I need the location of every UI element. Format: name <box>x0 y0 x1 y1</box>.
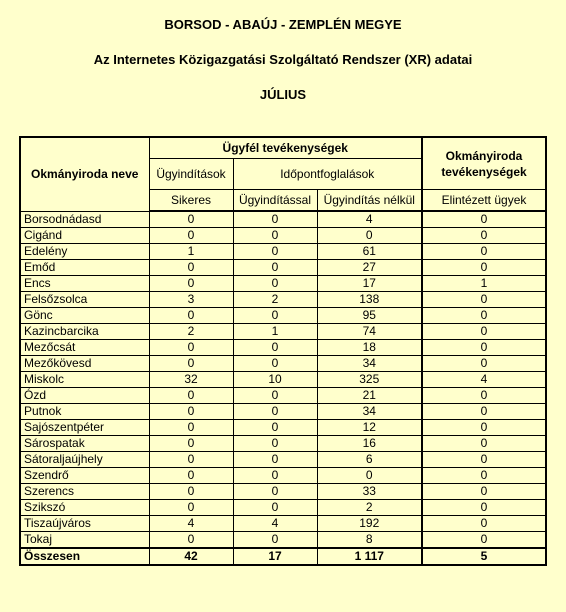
value-success: 0 <box>149 532 233 549</box>
value-without-case: 16 <box>317 436 422 452</box>
value-done: 0 <box>422 468 546 484</box>
table-row <box>20 468 546 484</box>
value-success: 0 <box>149 436 233 452</box>
value-with-case: 0 <box>233 211 317 228</box>
value-with-case: 0 <box>233 404 317 420</box>
value-success: 0 <box>149 484 233 500</box>
value-done: 0 <box>422 532 546 549</box>
value-success: 1 <box>149 244 233 260</box>
col-office-header: Okmányiroda neve <box>20 137 149 211</box>
value-without-case: 17 <box>317 276 422 292</box>
table-row <box>20 308 546 324</box>
group-office-header: Okmányiroda tevékenységek <box>422 137 546 190</box>
value-without-case: 192 <box>317 516 422 532</box>
value-with-case: 0 <box>233 468 317 484</box>
sub-appointments-header: Időpontfoglalások <box>233 159 422 190</box>
report-subtitle: Az Internetes Közigazgatási Szolgáltató Rendszer (XR) adatai <box>93 52 473 67</box>
value-success: 0 <box>149 308 233 324</box>
office-name: Miskolc <box>20 372 149 388</box>
value-done: 0 <box>422 516 546 532</box>
value-done: 0 <box>422 404 546 420</box>
office-name: Putnok <box>20 404 149 420</box>
total-without-case: 1 117 <box>317 548 422 565</box>
table-row <box>20 324 546 340</box>
value-success: 4 <box>149 516 233 532</box>
value-without-case: 34 <box>317 404 422 420</box>
value-without-case: 74 <box>317 324 422 340</box>
table-row <box>20 388 546 404</box>
value-done: 4 <box>422 372 546 388</box>
office-name: Mezőkövesd <box>20 356 149 372</box>
value-without-case: 2 <box>317 500 422 516</box>
statistics-table <box>19 136 547 566</box>
office-name: Tiszaújváros <box>20 516 149 532</box>
value-done: 0 <box>422 308 546 324</box>
value-done: 0 <box>422 228 546 244</box>
value-without-case: 34 <box>317 356 422 372</box>
value-with-case: 0 <box>233 356 317 372</box>
value-with-case: 10 <box>233 372 317 388</box>
value-success: 32 <box>149 372 233 388</box>
value-without-case: 8 <box>317 532 422 549</box>
value-done: 0 <box>422 484 546 500</box>
value-success: 0 <box>149 500 233 516</box>
table-row <box>20 404 546 420</box>
col-done-header: Elintézett ügyek <box>422 190 546 212</box>
table-row <box>20 420 546 436</box>
value-with-case: 0 <box>233 452 317 468</box>
value-success: 0 <box>149 211 233 228</box>
group-client-header: Ügyfél tevékenységek <box>149 137 422 159</box>
value-without-case: 61 <box>317 244 422 260</box>
value-with-case: 2 <box>233 292 317 308</box>
office-name: Kazincbarcika <box>20 324 149 340</box>
office-name: Sárospatak <box>20 436 149 452</box>
table-row <box>20 340 546 356</box>
table-row <box>20 452 546 468</box>
value-success: 0 <box>149 228 233 244</box>
value-success: 0 <box>149 276 233 292</box>
value-without-case: 6 <box>317 452 422 468</box>
office-name: Sajószentpéter <box>20 420 149 436</box>
table-row <box>20 292 546 308</box>
office-name: Ózd <box>20 388 149 404</box>
value-with-case: 0 <box>233 420 317 436</box>
office-name: Edelény <box>20 244 149 260</box>
report-month: JÚLIUS <box>259 87 307 102</box>
value-without-case: 0 <box>317 468 422 484</box>
office-name: Emőd <box>20 260 149 276</box>
value-done: 0 <box>422 356 546 372</box>
value-done: 1 <box>422 276 546 292</box>
total-with-case: 17 <box>233 548 317 565</box>
value-with-case: 0 <box>233 244 317 260</box>
value-with-case: 0 <box>233 276 317 292</box>
value-done: 0 <box>422 500 546 516</box>
office-name: Szerencs <box>20 484 149 500</box>
total-label: Összesen <box>20 548 149 565</box>
total-row <box>20 548 546 565</box>
value-with-case: 0 <box>233 532 317 549</box>
value-without-case: 18 <box>317 340 422 356</box>
value-with-case: 0 <box>233 308 317 324</box>
value-without-case: 0 <box>317 228 422 244</box>
sub-cases-header: Ügyindítások <box>149 159 233 190</box>
county-title: BORSOD - ABAÚJ - ZEMPLÉN MEGYE <box>164 17 402 32</box>
value-done: 0 <box>422 211 546 228</box>
value-with-case: 0 <box>233 228 317 244</box>
table-row <box>20 228 546 244</box>
value-with-case: 0 <box>233 500 317 516</box>
col-success-header: Sikeres <box>149 190 233 212</box>
value-success: 0 <box>149 388 233 404</box>
value-success: 2 <box>149 324 233 340</box>
table-row <box>20 276 546 292</box>
total-done: 5 <box>422 548 546 565</box>
value-success: 0 <box>149 468 233 484</box>
value-without-case: 21 <box>317 388 422 404</box>
table-row <box>20 244 546 260</box>
office-name: Cigánd <box>20 228 149 244</box>
office-name: Encs <box>20 276 149 292</box>
value-with-case: 0 <box>233 340 317 356</box>
value-success: 0 <box>149 420 233 436</box>
col-without-case-header: Ügyindítás nélkül <box>317 190 422 212</box>
value-without-case: 95 <box>317 308 422 324</box>
office-name: Sátoraljaújhely <box>20 452 149 468</box>
value-without-case: 27 <box>317 260 422 276</box>
office-name: Szendrő <box>20 468 149 484</box>
value-with-case: 1 <box>233 324 317 340</box>
table-row <box>20 500 546 516</box>
office-name: Borsodnádasd <box>20 211 149 228</box>
value-done: 0 <box>422 388 546 404</box>
office-name: Gönc <box>20 308 149 324</box>
total-success: 42 <box>149 548 233 565</box>
table-row <box>20 211 546 228</box>
table-row <box>20 532 546 549</box>
office-name: Mezőcsát <box>20 340 149 356</box>
table-row <box>20 484 546 500</box>
value-without-case: 138 <box>317 292 422 308</box>
office-name: Felsőzsolca <box>20 292 149 308</box>
office-name: Tokaj <box>20 532 149 549</box>
value-with-case: 0 <box>233 388 317 404</box>
value-success: 0 <box>149 260 233 276</box>
value-without-case: 325 <box>317 372 422 388</box>
table-row <box>20 356 546 372</box>
value-success: 0 <box>149 452 233 468</box>
value-with-case: 0 <box>233 484 317 500</box>
value-done: 0 <box>422 292 546 308</box>
value-success: 0 <box>149 340 233 356</box>
value-done: 0 <box>422 436 546 452</box>
value-done: 0 <box>422 452 546 468</box>
value-done: 0 <box>422 244 546 260</box>
value-done: 0 <box>422 324 546 340</box>
value-done: 0 <box>422 260 546 276</box>
col-with-case-header: Ügyindítással <box>233 190 317 212</box>
table-row <box>20 436 546 452</box>
value-with-case: 0 <box>233 260 317 276</box>
table-row <box>20 516 546 532</box>
value-done: 0 <box>422 340 546 356</box>
value-done: 0 <box>422 420 546 436</box>
value-success: 0 <box>149 404 233 420</box>
value-without-case: 12 <box>317 420 422 436</box>
value-with-case: 0 <box>233 436 317 452</box>
value-without-case: 4 <box>317 211 422 228</box>
table-row <box>20 260 546 276</box>
office-name: Szikszó <box>20 500 149 516</box>
value-success: 0 <box>149 356 233 372</box>
value-without-case: 33 <box>317 484 422 500</box>
value-with-case: 4 <box>233 516 317 532</box>
value-success: 3 <box>149 292 233 308</box>
table-row <box>20 372 546 388</box>
